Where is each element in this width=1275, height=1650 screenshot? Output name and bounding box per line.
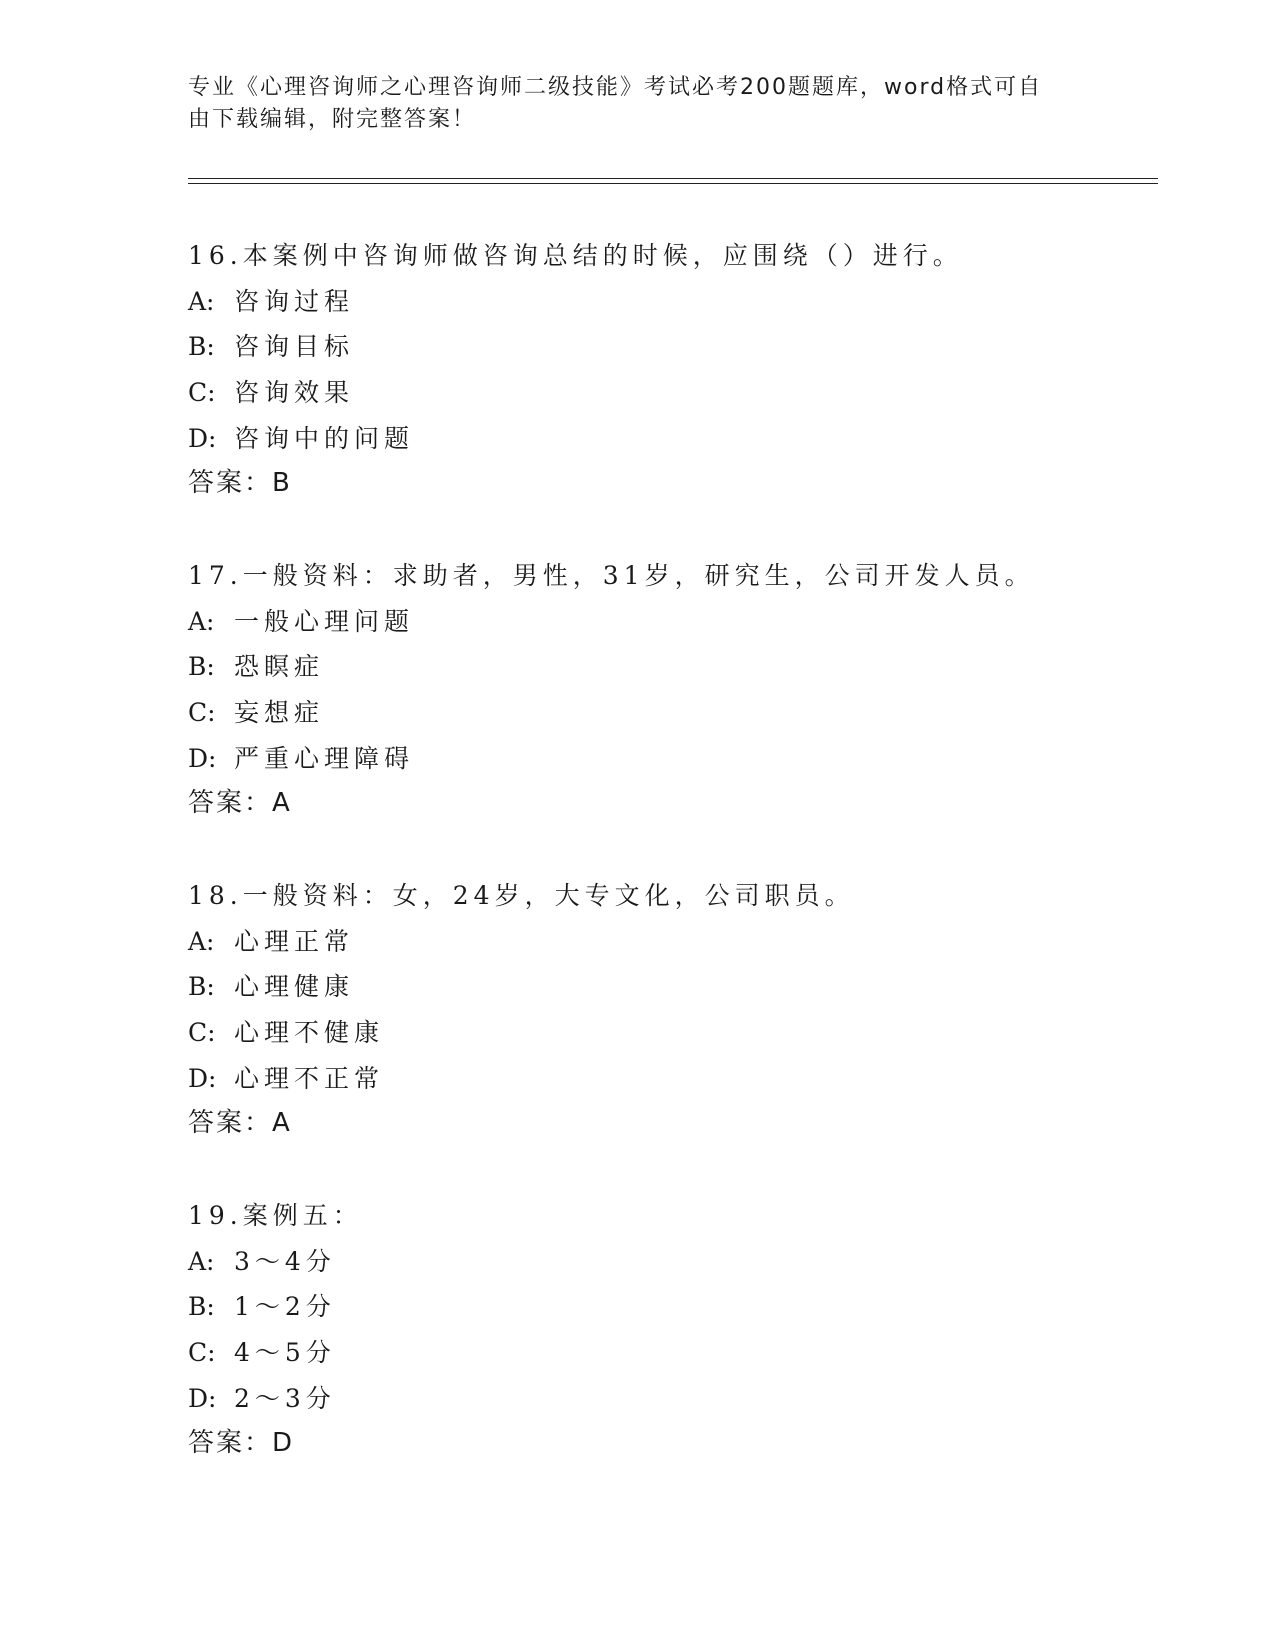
answer-line: 答案：D [188,1428,295,1459]
question-block [188,553,1148,827]
option-text: 心理不健康 [234,1018,385,1048]
option-key: C: [188,378,216,408]
option-key: D: [188,743,217,773]
option-a [188,919,1148,965]
question-stem: 16.本案例中咨询师做咨询总结的时候，应围绕（）进行。 [188,241,963,270]
option-text: 咨询目标 [234,332,355,362]
header-line-2: 由下载编辑，附完整答案！ [188,107,477,132]
option-text: 一般心理问题 [234,606,415,636]
option-b [188,1284,1148,1330]
option-d [188,416,1148,462]
option-b [188,964,1148,1010]
question-stem: 17.一般资料：求助者，男性，31岁，研究生，公司开发人员。 [188,561,1035,590]
option-c [188,1330,1148,1376]
option-d [188,736,1148,782]
option-text: 2～3分 [234,1383,336,1413]
option-d [188,1056,1148,1102]
option-b [188,324,1148,370]
question-block [188,1193,1148,1467]
question-block [188,233,1148,507]
option-text: 咨询效果 [234,378,355,408]
option-text: 咨询中的问题 [234,423,415,453]
option-a [188,599,1148,645]
option-text: 心理正常 [234,926,355,956]
option-key: B: [188,652,215,682]
header-divider-bottom [188,183,1158,184]
option-text: 4～5分 [234,1338,336,1368]
option-text: 心理不正常 [234,1063,385,1093]
option-c [188,690,1148,736]
answer-line: 答案：A [188,788,292,819]
option-b [188,644,1148,690]
option-key: A: [188,606,215,636]
option-key: B: [188,332,215,362]
answer-line: 答案：A [188,1108,292,1139]
option-key: C: [188,1018,216,1048]
option-text: 严重心理障碍 [234,743,415,773]
option-key: A: [188,1246,215,1276]
option-key: A: [188,286,215,316]
option-key: A: [188,926,215,956]
question-block [188,873,1148,1147]
option-text: 1～2分 [234,1292,336,1322]
option-key: C: [188,1338,216,1368]
option-key: B: [188,972,215,1002]
option-c [188,1010,1148,1056]
option-key: B: [188,1292,215,1322]
option-text: 3～4分 [234,1246,336,1276]
option-text: 妄想症 [234,698,325,728]
option-c [188,370,1148,416]
option-text: 心理健康 [234,972,355,1002]
option-text: 恐瞑症 [234,652,325,682]
header-divider-top [188,178,1158,179]
option-key: D: [188,423,217,453]
header-line-1: 专业《心理咨询师之心理咨询师二级技能》考试必考200题题库，word格式可自 [188,75,1043,100]
option-text: 咨询过程 [234,286,355,316]
question-stem: 18.一般资料：女，24岁，大专文化，公司职员。 [188,881,855,910]
option-a [188,1239,1148,1285]
option-d [188,1376,1148,1422]
option-a [188,279,1148,325]
question-stem: 19.案例五： [188,1201,363,1230]
option-key: D: [188,1063,217,1093]
answer-line: 答案：B [188,468,292,499]
option-key: C: [188,698,216,728]
document-header [188,72,1068,136]
option-key: D: [188,1383,217,1413]
